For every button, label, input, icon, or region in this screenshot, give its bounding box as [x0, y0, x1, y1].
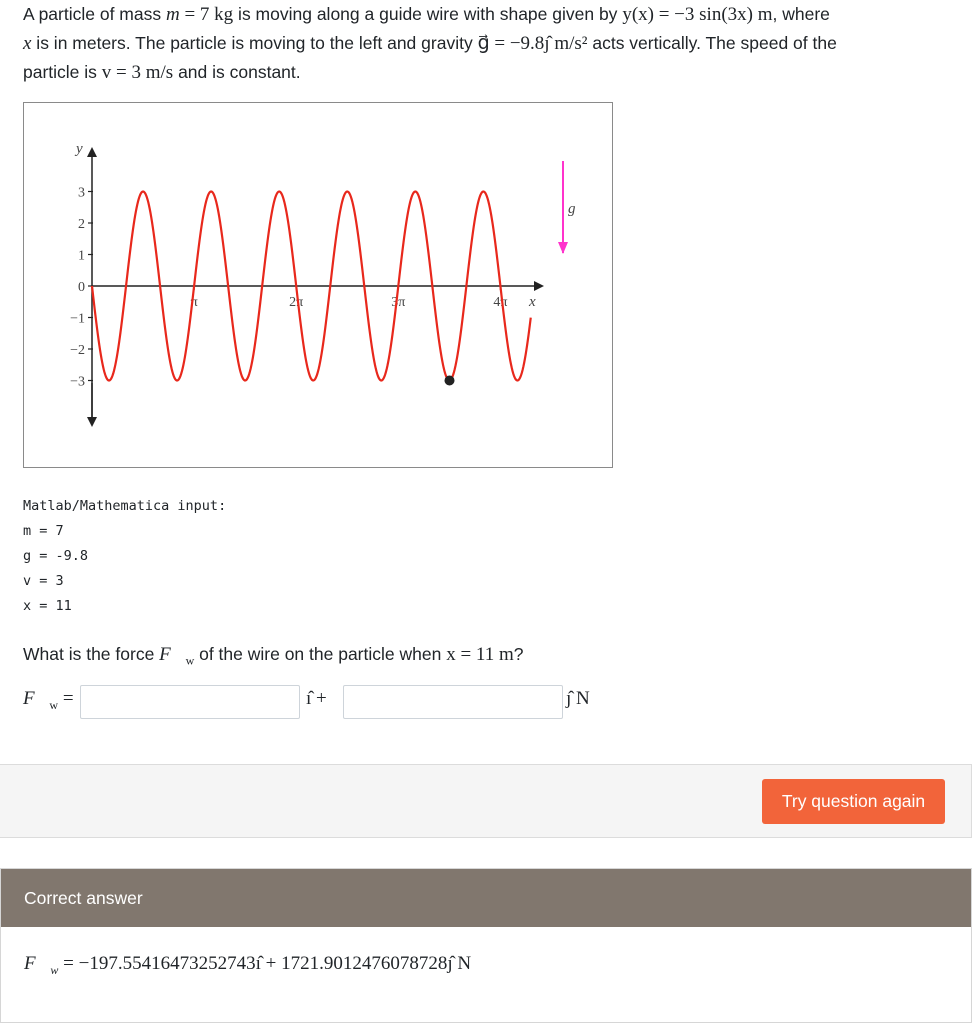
shape-equation: y(x) = −3 sin(3x) m: [622, 4, 773, 25]
x-tick-label: 2π: [289, 295, 304, 310]
code-line: g = -9.8: [23, 548, 89, 564]
x-tick-label: 3π: [391, 295, 406, 310]
code-line: x = 11: [23, 598, 72, 614]
prompt-line-2: x is in meters. The particle is moving to the left and gravity g⃗ = −9.8ȷ̂ m/s² acts vertically. The speed of the: [23, 33, 837, 54]
y-tick-label: −2: [70, 343, 85, 358]
correct-answer-expression: $F⃗_w$ = −197.55416473252743ı̂ + 1721.9012476078728ȷ̂ N: [24, 953, 472, 977]
force-label: $F⃗_w$ =: [23, 688, 74, 712]
speed-equation: v = 3 m/s: [101, 62, 174, 83]
x-tick-label: π: [190, 295, 198, 310]
y-axis-label: y: [76, 141, 83, 157]
y-tick-label: −3: [70, 374, 85, 390]
ihat-unit: ı̂ +: [306, 688, 327, 709]
action-bar: [0, 764, 972, 838]
correct-answer-header: Correct answer: [1, 869, 971, 927]
x-tick-label: 4π: [493, 295, 508, 310]
y-tick-label: −1: [70, 311, 85, 327]
prompt-line-1: A particle of mass m = 7 kg is moving along a guide wire with shape given by y(x) = −3 sin(3x) m, where: [23, 4, 830, 25]
jhat-unit: ȷ̂ N: [566, 688, 590, 709]
problem-statement: [23, 0, 958, 87]
gravity-equation: g⃗ = −9.8ȷ̂ m/s²: [477, 33, 588, 54]
try-again-button[interactable]: Try question again: [762, 779, 945, 824]
code-line: m = 7: [23, 523, 64, 539]
y-tick-label: 3: [78, 185, 85, 201]
code-line: v = 3: [23, 573, 64, 589]
j-component-input[interactable]: [343, 685, 563, 719]
code-header: Matlab/Mathematica input:: [23, 498, 227, 514]
correct-answer-panel: [0, 868, 972, 1023]
i-component-input[interactable]: [80, 685, 300, 719]
wire-plot: [24, 103, 612, 467]
answer-row: [23, 684, 723, 720]
wire-figure: [23, 102, 613, 468]
y-tick-label: 2: [78, 217, 85, 232]
y-tick-label: 1: [78, 248, 85, 264]
y-tick-label: 0: [78, 280, 85, 295]
question-text: What is the force $F⃗_w$ of the wire on the particle when x = 11 m?: [23, 644, 524, 668]
prompt-line-3: particle is v = 3 m/s and is constant.: [23, 62, 301, 83]
particle-dot: [445, 375, 455, 385]
x-axis-label: x: [529, 294, 536, 310]
gravity-label: g: [568, 201, 576, 217]
